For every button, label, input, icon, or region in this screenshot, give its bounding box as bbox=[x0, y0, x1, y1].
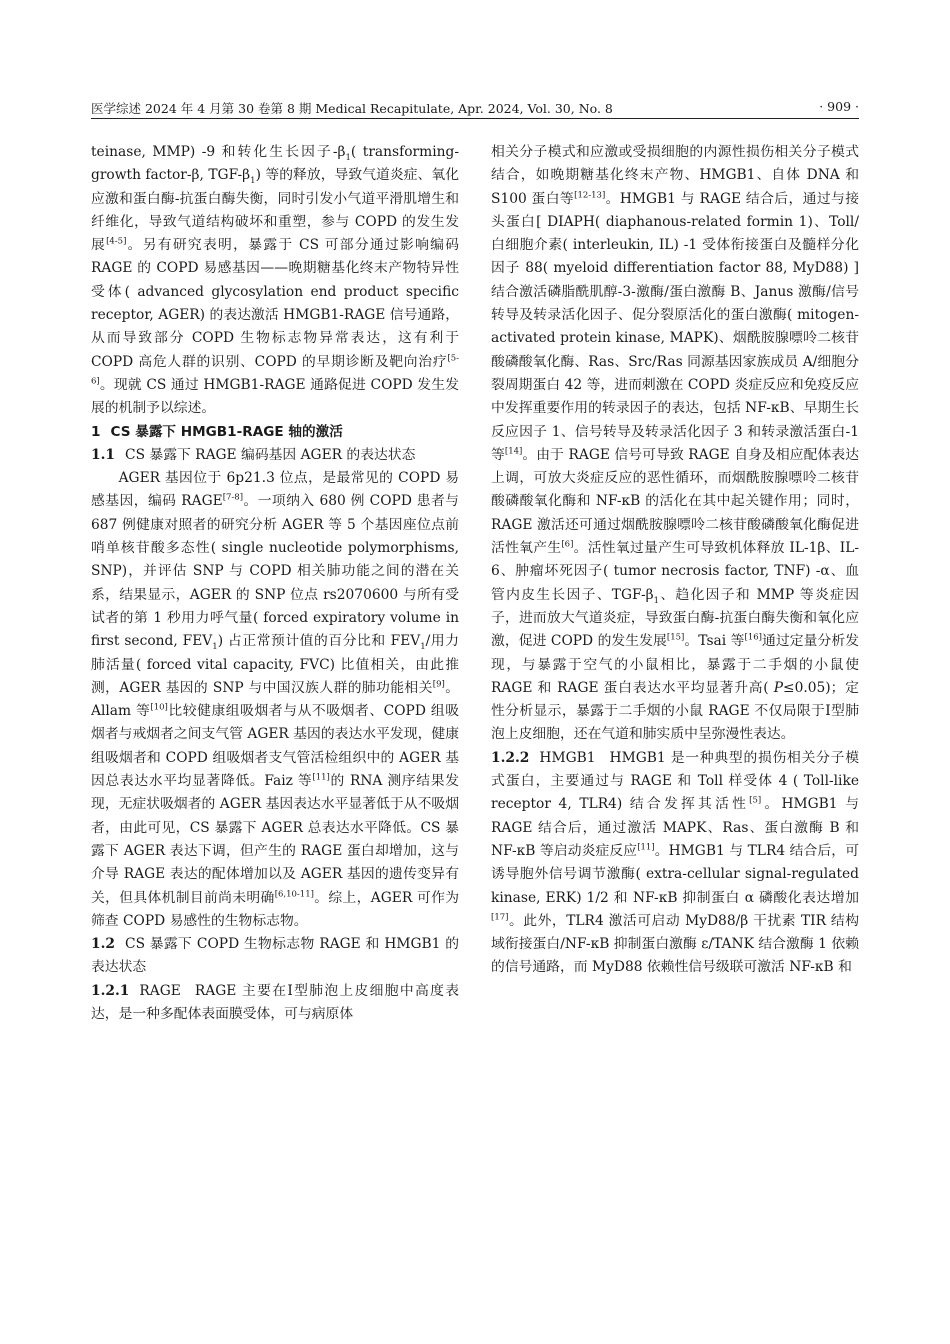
paragraph-intro-continued: teinase, MMP) -9 和转化生长因子$-\beta_1$( transforming-growth factor-β, TGF-$\beta_1$) 等的释放，导致气道炎症、氧化应激和蛋白酶-抗蛋白酶失衡，同时引发小气道平滑肌增生和纤维化，导致气道结构破坏和重塑，参与 COPD 的发生发展[4-5]。另有研究表明，暴露于 CS 可部分通过影响编码 RAGE 的 COPD 易感基因——晚期糖基化终末产物特异性受体( advanced glycosylation end product specific receptor, AGER) 的表达激活 HMGB1-RAGE 信号通路，从而导致部分 COPD 生物标志物异常表达，这有利于 COPD 高危人群的识别、COPD 的早期诊断及靶向治疗[5-6]。现就 CS 通过 HMGB1-RAGE 通路促进 COPD 发生发展的机制予以综述。 bbox=[91, 144, 460, 417]
citation: [7-8] bbox=[222, 492, 244, 503]
citation: [12-13] bbox=[574, 190, 606, 200]
paragraph-rage-continued: 相关分子模式和应激或受损细胞的内源性损伤相关分子模式结合，如晚期糖基化终末产物、HMGB1、自体 DNA 和 S100 蛋白等[12-13]。HMGB1 与 RAGE 结合后，通过与接头蛋白[ DIAPH( diaphanous-related formin 1)、Toll/白细胞介素( interleukin, IL) -1 受体衔接蛋白及髓样分化因子 88( myeloid differentiation factor 88, MyD88) ]结合激活磷脂酰肌醇-3-激酶/蛋白激酶 B、Janus 激酶/信号转导及转录活化因子、促分裂原活化的蛋白激酶( mitogen-activated protein kinase, MAPK)、烟酰胺腺嘌呤二核苷酸磷酸氧化酶、Ras、Src/Ras 同源基因家族成员 A/细胞分裂周期蛋白 42 等，进而刺激在 COPD 炎症反应和免疫反应中发挥重要作用的转录因子的表达，包括 NF-κB、早期生长反应因子 1、信号转导及转录活化因子 3 和转录激活蛋白-1 等[14]。由于 RAGE 信号可导致 RAGE 自身及相应配体表达上调，可放大炎症反应的恶性循环，而烟酰胺腺嘌呤二核苷酸磷酸氧化酶和 NF-κB 的活化在其中起关键作用；同时，RAGE 激活还可通过烟酰胺腺嘌呤二核苷酸磷酸氧化酶促进活性氧产生[6]。活性氧过量产生可导致机体释放 IL-1β、IL-6、肿瘤坏死因子( tumor necrosis factor, TNF) -α、血管内皮生长因子、TGF-$\beta_1$、趋化因子和 MMP 等炎症因子，进而放大气道炎症，导致蛋白酶-抗蛋白酶失衡和氧化应激，促进 COPD 的发生发展[15]。Tsai 等[16]通过定量分析发现，与暴露于空气的小鼠相比，暴露于二手烟的小鼠使 RAGE 和 RAGE 蛋白表达水平均显著升高( P≤0.05)；定性分析显示，暴露于二手烟的小鼠 RAGE 不仅局限于Ⅰ型肺泡上皮细胞，还在气道和肺实质中呈弥漫性表达。 bbox=[491, 144, 860, 743]
running-header bbox=[91, 96, 859, 119]
citation: [15] bbox=[666, 632, 685, 643]
paragraph-hmgb1: 1.2.2 HMGB1 HMGB1 是一种典型的损伤相关分子模式蛋白，主要通过与 RAGE 和 Toll 样受体 4 ( Toll-like receptor 4, TLR4) 结合发挥其活性[5]。HMGB1 与 RAGE 结合后，通过激活 MAPK、Ras、蛋白激酶 B 和 NF-κB 等启动炎症反应[11]。HMGB1 与 TLR4 结合后，可诱导胞外信号调节激酶( extra-cellular signal-regulated kinase, ERK) 1/2 和 NF-κB 抑制蛋白 α 磷酸化表达增加[17]。此外，TLR4 激活可启动 MyD88/β 干扰素 TIR 结构域衔接蛋白/NF-κB 抑制蛋白激酶 ε/TANK 结合激酶 1 依赖的信号通路，而 MyD88 依赖性信号级联可激活 NF-κB 和 bbox=[491, 749, 860, 976]
left-column bbox=[91, 141, 459, 1026]
citation: [11] bbox=[637, 842, 655, 853]
page-number: · 909 · bbox=[819, 99, 859, 114]
citation: [10] bbox=[150, 702, 168, 713]
journal-citation: 医学综述 2024 年 4 月第 30 卷第 8 期 Medical Recapitulate, Apr. 2024, Vol. 30, No. 8 bbox=[91, 101, 613, 116]
paragraph-rage: 1.2.1 RAGE RAGE 主要在Ⅰ型肺泡上皮细胞中高度表达，是一种多配体表面膜受体，可与病原体 bbox=[91, 982, 459, 1022]
citation: [16] bbox=[744, 632, 762, 643]
citation: [9] bbox=[432, 679, 445, 690]
section-heading-1-1: 1.1 CS 暴露下 RAGE 编码基因 AGER 的表达状态 bbox=[91, 446, 416, 463]
citation: [5] bbox=[749, 795, 762, 806]
citation: [11] bbox=[312, 772, 330, 783]
paragraph-ager: AGER 基因位于 6p21.3 位点，是最常见的 COPD 易感基因，编码 RAGE[7-8]。一项纳入 680 例 COPD 患者与 687 例健康对照者的研究分析 AGER 等 5 个基因座位点前哨单核苷酸多态性( single nucleotide polymorphisms, SNP)，并评估 SNP 与 COPD 相关肺功能之间的潜在关系，结果显示，AGER 的 SNP 位点 rs2070600 与所有受试者的第 1 秒用力呼气量( forced expiratory volume in first second, $FEV_1$) 占正常预计值的百分比和 $FEV_1/$用力肺活量( forced vital capacity, FVC) 比值相关，由此推测，AGER 基因的 SNP 与中国汉族人群的肺功能相关[9]。Allam 等[10]比较健康组吸烟者与从不吸烟者、COPD 组吸烟者与戒烟者之间支气管 AGER 基因的表达水平发现，健康组吸烟者和 COPD 组吸烟者支气管活检组织中的 AGER 基因总表达水平均显著降低。Faiz 等[11]的 RNA 测序结果发现，无症状吸烟者的 AGER 基因表达水平显著低于从不吸烟者，由此可见，CS 暴露下 AGER 总表达水平降低。CS 暴露下 AGER 表达下调，但产生的 RAGE 蛋白却增加，这与介导 RAGE 表达的配体增加以及 AGER 基因的遗传变异有关，但具体机制目前尚未明确[6,10-11]。综上，AGER 可作为筛查 COPD 易感性的生物标志物。 bbox=[91, 470, 460, 929]
right-column bbox=[491, 141, 859, 980]
subsection-title-rage: RAGE bbox=[139, 982, 181, 999]
citation: [14] bbox=[504, 446, 523, 457]
section-heading-1-2: 1.2 CS 暴露下 COPD 生物标志物 RAGE 和 HMGB1 的表达状态 bbox=[91, 936, 459, 976]
citation: [6] bbox=[561, 539, 574, 550]
citation: [6,10-11] bbox=[274, 888, 314, 899]
citation: [4-5] bbox=[106, 236, 127, 247]
section-heading-1: 1 CS 暴露下 HMGB1-RAGE 轴的激活 bbox=[91, 423, 343, 440]
subsection-title-hmgb1: HMGB1 bbox=[539, 749, 596, 766]
citation: [17] bbox=[491, 912, 509, 923]
citation: [5-6] bbox=[91, 353, 459, 387]
